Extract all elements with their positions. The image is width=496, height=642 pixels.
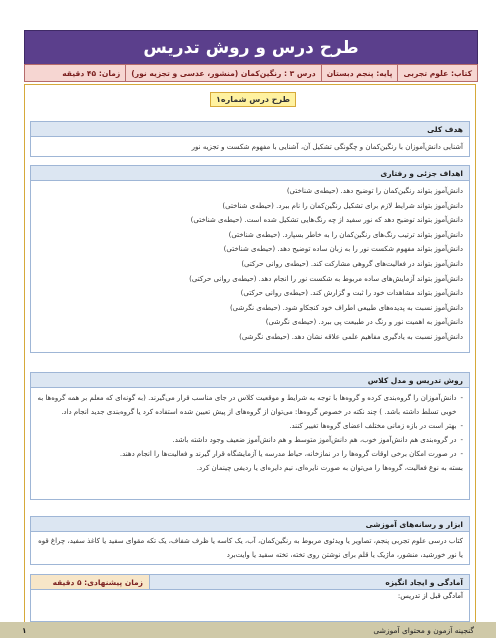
general-goal-text: آشنایی دانش‌آموزان با رنگین‌کمان و چگونگی تشکیل آن، آشنایی با مفهوم شکست و تجزیه نور: [191, 143, 463, 151]
bullet-icon: -: [460, 422, 463, 430]
lesson-label: درس ۳ : رنگین‌کمان (منشور، عدسی و تجزیه نور): [125, 65, 320, 81]
method-item: - در صورت امکان برخی اوقات گروه‌ها را در نمازخانه، حیاط مدرسه یا آزمایشگاه قرار گیرند و فعالیت‌ها را انجام دهند.: [37, 447, 463, 461]
page-footer: [0, 622, 496, 638]
page-number: ۱: [22, 625, 27, 635]
motivation-heading: آمادگی و ایجاد انگیزه: [385, 577, 463, 587]
objective-item: دانش‌آموز بتواند توضیح دهد که نور سفید از چه رنگ‌هایی تشکیل شده است. (حیطه‌ی شناختی): [190, 216, 463, 225]
page-title: طرح درس و روش تدریس: [24, 30, 478, 66]
objective-item: دانش‌آموز بتواند در فعالیت‌های گروهی مشارکت کند. (حیطه‌ی روانی حرکتی): [241, 259, 463, 268]
method-section: [30, 372, 470, 500]
motivation-header-row: [31, 575, 469, 590]
bullet-icon: -: [460, 450, 463, 458]
bullet-icon: -: [460, 436, 463, 444]
book-label: کتاب: علوم تجربی: [397, 65, 477, 81]
method-heading: روش تدریس و مدل کلاس: [31, 373, 469, 388]
method-item: - دانش‌آموزان را گروه‌بندی کرده و گروه‌ها با توجه به شرایط و موقعیت کلاس در جای مناسب قرار می‌گیرند. (به گونه‌ای که معلم بر همه گروه‌ها به خوبی تسلط داشته باشد. ) چند نکته در خصوص گروه‌ها: می‌توان از گروه‌های از پیش تعیین شده استفاده کرد یا گروه‌بندی جدید انجام داد.: [37, 391, 463, 419]
objective-item: دانش‌آموز نسبت به یادگیری مفاهیم علمی علاقه نشان دهد. (حیطه‌ی نگرشی): [239, 332, 463, 341]
materials-section: [30, 516, 470, 565]
method-item: - بهتر است در بازه زمانی مختلف اعضای گروه‌ها تغییر کنند.: [37, 419, 463, 433]
objectives-section: [30, 165, 470, 353]
objective-item: دانش‌آموز بتواند مشاهدات خود را ثبت و گزارش کند. (حیطه‌ی روانی حرکتی): [240, 289, 463, 298]
lesson-info-bar: [24, 64, 478, 82]
objective-item: دانش‌آموز بتواند شرایط لازم برای تشکیل رنگین‌کمان را نام ببرد. (حیطه‌ی شناختی): [222, 201, 463, 210]
suggested-time: زمان پیشنهادی: ۵ دقیقه: [31, 575, 150, 589]
objective-item: دانش‌آموز بتواند مفهوم شکست نور را به زبان ساده توضیح دهد. (حیطه‌ی شناختی): [223, 245, 463, 254]
materials-text: کتاب درسی علوم تجربی پنجم، تصاویر یا ویدئوی مربوط به رنگین‌کمان، آب، یک کاسه یا ظرف شفاف، یک تکه مقوای سفید یا کاغذ سفید، چراغ قوه یا نور خورشید، منشور، ماژیک یا قلم برای نوشتن روی تخته، تخته سفید یا وایت‌برد: [38, 537, 463, 559]
grade-label: پایه: پنجم دبستان: [321, 65, 398, 81]
plan-number-title: طرح درس شماره۱: [210, 92, 296, 107]
time-label: زمان: ۴۵ دقیقه: [62, 68, 121, 78]
objectives-heading: اهداف جزئی و رفتاری: [31, 166, 469, 181]
objective-item: دانش‌آموز به اهمیت نور و رنگ در طبیعت پی ببرد. (حیطه‌ی نگرشی): [265, 318, 463, 327]
objective-item: دانش‌آموز بتواند آزمایش‌های ساده مربوط به شکست نور را انجام دهد. (حیطه‌ی روانی حرکتی): [189, 274, 463, 283]
method-item: - در گروه‌بندی هم دانش‌آموز خوب، هم دانش‌آموز متوسط و هم دانش‌آموز ضعیف وجود داشته باشد.: [37, 433, 463, 447]
objectives-list: [31, 181, 469, 348]
materials-heading: ابزار و رسانه‌های آموزشی: [31, 517, 469, 532]
general-goal-heading: هدف کلی: [31, 122, 469, 137]
objective-item: دانش‌آموز بتواند ترتیب رنگ‌های رنگین‌کمان را به خاطر بسپارد. (حیطه‌ی شناختی): [228, 230, 463, 239]
motivation-text: آمادگی قبل از تدریس:: [397, 592, 463, 600]
bullet-icon: -: [460, 394, 463, 402]
method-note: بسته به نوع فعالیت، گروه‌ها را می‌توان به صورت نایره‌ای، نیم دایره‌ای یا ردیفی چینمان کرد.: [196, 464, 463, 472]
general-goal-section: [30, 121, 470, 157]
objective-item: دانش‌آموز بتواند رنگین‌کمان را توضیح دهد. (حیطه‌ی شناختی): [286, 187, 463, 195]
method-list: [31, 388, 469, 478]
objective-item: دانش‌آموز نسبت به پدیده‌های طبیعی اطراف خود کنجکاو شود. (حیطه‌ی نگرشی): [229, 303, 463, 312]
motivation-section: [30, 574, 470, 622]
publisher-name: گنجینه آزمون و محتوای آموزشی: [373, 625, 474, 635]
